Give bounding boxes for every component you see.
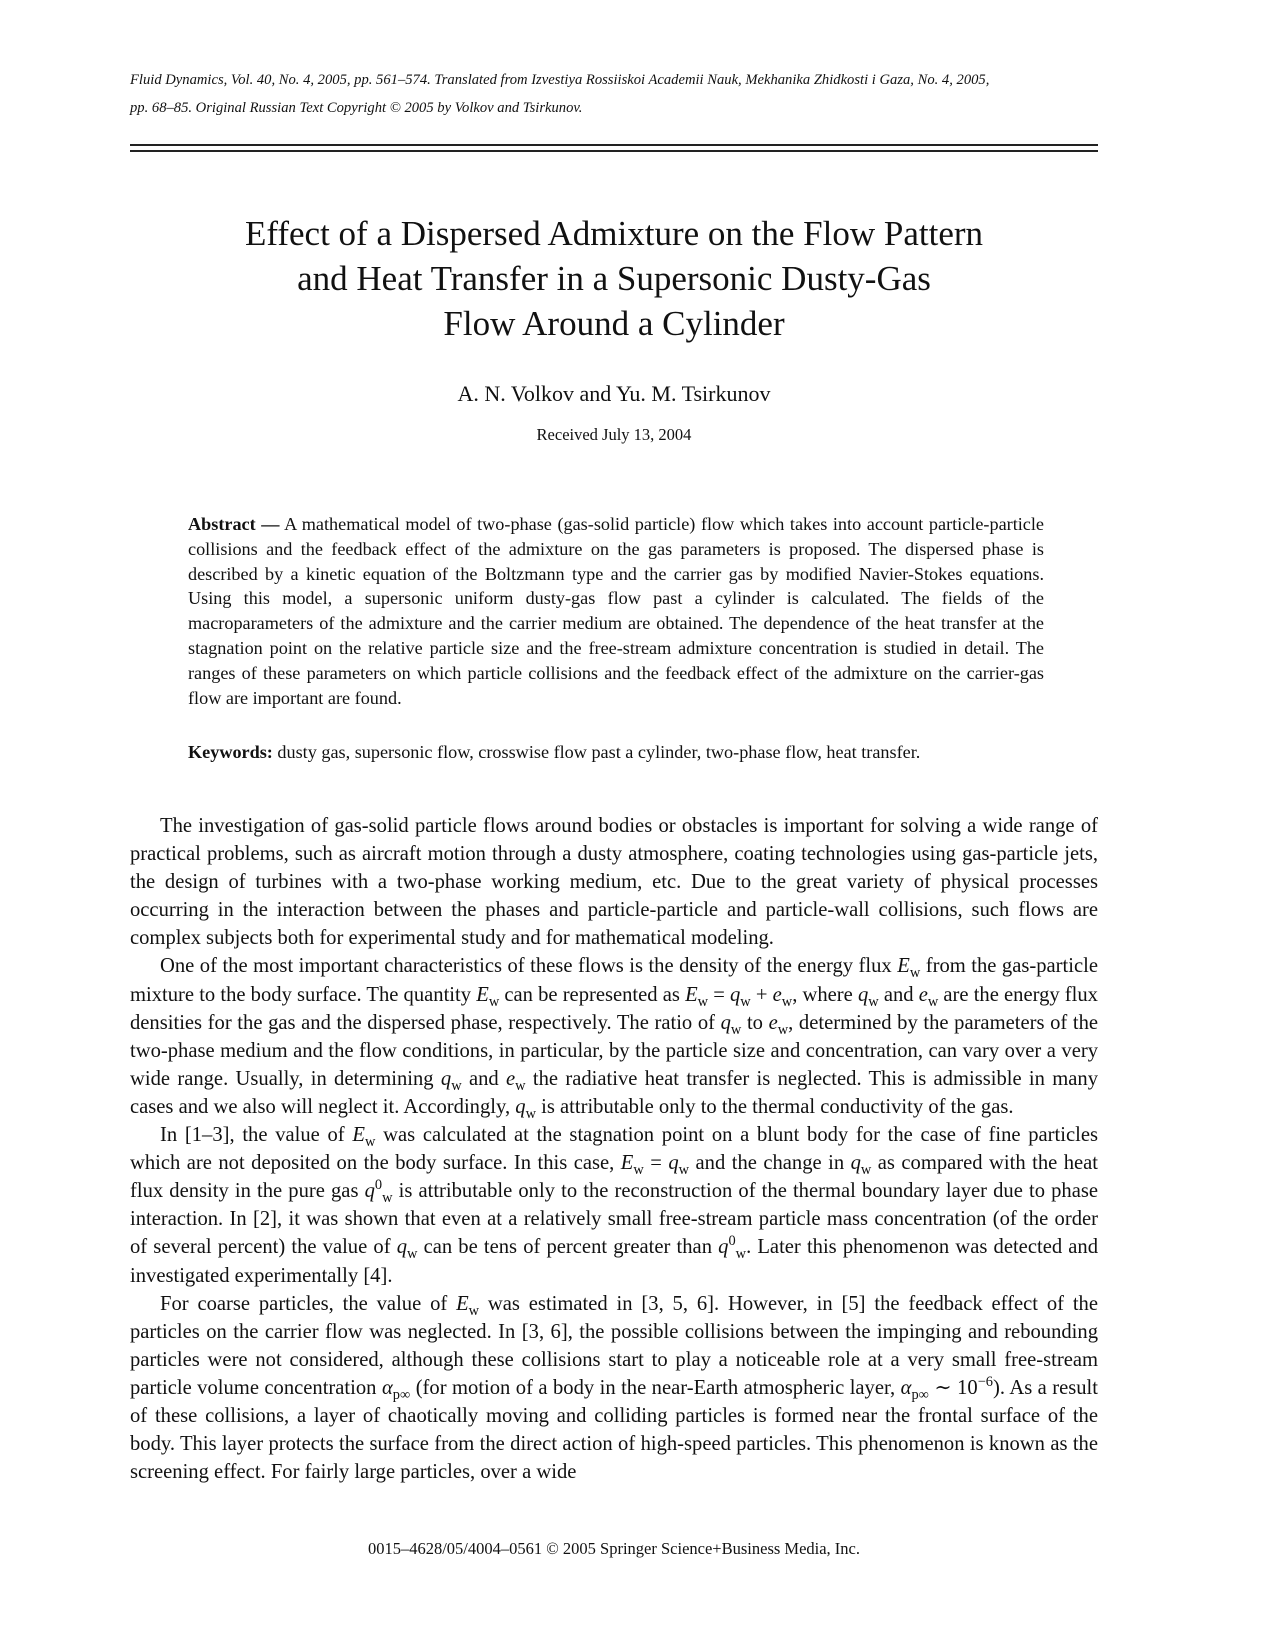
header-line-1: Fluid Dynamics, Vol. 40, No. 4, 2005, pp. 561–574. Translated from Izvestiya Rossiiskoi Academii Nauk, Mekhanika Zhidkosti i Gaza, No. 4, 2005, [130,72,990,88]
received-date: Received July 13, 2004 [536,425,692,444]
paragraph-4: For coarse particles, the value of $E_w$ was estimated in [3, 5, 6]. However, in [5] the feedback effect of the particles on the carrier flow was neglected. In [3, 6], the possible collisions between the impinging and rebounding particles were not considered, although these collisions start to play a noticeable role at a very small free-stream particle volume concentration $\alpha_{p\infty}$ (for motion of a body in the near-Earth atmospheric layer, $\alpha_{p\infty}$ ∼ $10^{-6}$). As a result of these collisions, a layer of chaotically moving and colliding particles is formed near the frontal surface of the body. This layer protects the surface from the direct action of high-speed particles. This phenomenon is known as the screening effect. For fairly large particles, over a wide [130,1292,1098,1484]
paper-title [130,211,1098,346]
title-line-2: and Heat Transfer in a Supersonic Dusty-Gas [297,259,931,298]
body-text [130,812,1098,1486]
paragraph-2: One of the most important characteristics of these flows is the density of the energy flux $E_w$ from the gas-particle mixture to the body surface. The quantity $E_w$ can be represented as $E_w = q_w + e_w$, where $q_w$ and $e_w$ are the energy flux densities for the gas and the dispersed phase, respectively. The ratio of $q_w$ to $e_w$, determined by the parameters of the two-phase medium and the flow conditions, in particular, by the particle size and concentration, can vary over a very wide range. Usually, in determining $q_w$ and $e_w$ the radiative heat transfer is neglected. This is admissible in many cases and we also will neglect it. Accordingly, $q_w$ is attributable only to the thermal conductivity of the gas. [130,955,1099,1123]
keywords-text: dusty gas, supersonic flow, crosswise flow past a cylinder, two-phase flow, heat transfer. [277,742,921,762]
footer-copyright: 0015–4628/05/4004–0561 © 2005 Springer Science+Business Media, Inc. [367,1539,861,1558]
keywords [188,740,1044,765]
title-line-1: Effect of a Dispersed Admixture on the Flow Pattern [244,214,984,253]
header-rule-top [130,144,1098,146]
journal-header [130,66,1098,122]
paragraph-3: In [1–3], the value of $E_w$ was calculated at the stagnation point on a blunt body for the case of fine particles which are not deposited on the body surface. In this case, $E_w = q_w$ and the change in $q_w$ as compared with the heat flux density in the pure gas $q^0_w$ is attributable only to the reconstruction of the thermal boundary layer due to phase interaction. In [2], it was shown that even at a relatively small free-stream particle mass concentration (of the order of several percent) the value of $q_w$ can be tens of percent greater than $q^0_w$. Later this phenomenon was detected and investigated experimentally [4]. [130,1124,1099,1287]
title-line-3: Flow Around a Cylinder [443,304,785,343]
keywords-label: Keywords: [188,742,273,762]
header-rule-bottom [130,150,1098,152]
abstract [188,512,1044,710]
paragraph-1: The investigation of gas-solid particle flows around bodies or obstacles is important for solving a wide range of practical problems, such as aircraft motion through a dusty atmosphere, coating technologies using gas-particle jets, the design of turbines with a two-phase working medium, etc. Due to the great variety of physical processes occurring in the interaction between the phases and particle-particle and particle-wall collisions, such flows are complex subjects both for experimental study and for mathematical modeling. [130,815,1098,950]
header-line-2: pp. 68–85. Original Russian Text Copyright © 2005 by Volkov and Tsirkunov. [130,100,583,116]
abstract-text: A mathematical model of two-phase (gas-solid particle) flow which takes into account particle-particle collisions and the feedback effect of the admixture on the gas parameters is proposed. The dispersed phase is described by a kinetic equation of the Boltzmann type and the carrier gas by modified Navier-Stokes equations. Using this model, a supersonic uniform dusty-gas flow past a cylinder is calculated. The fields of the macroparameters of the admixture and the carrier medium are obtained. The dependence of the heat transfer at the stagnation point on the relative particle size and the free-stream admixture concentration is studied in detail. The ranges of these parameters on which particle collisions and the feedback effect of the admixture on the carrier-gas flow are important are found. [188,514,1045,708]
authors: A. N. Volkov and Yu. M. Tsirkunov [457,381,771,406]
abstract-label: Abstract — [188,514,280,534]
